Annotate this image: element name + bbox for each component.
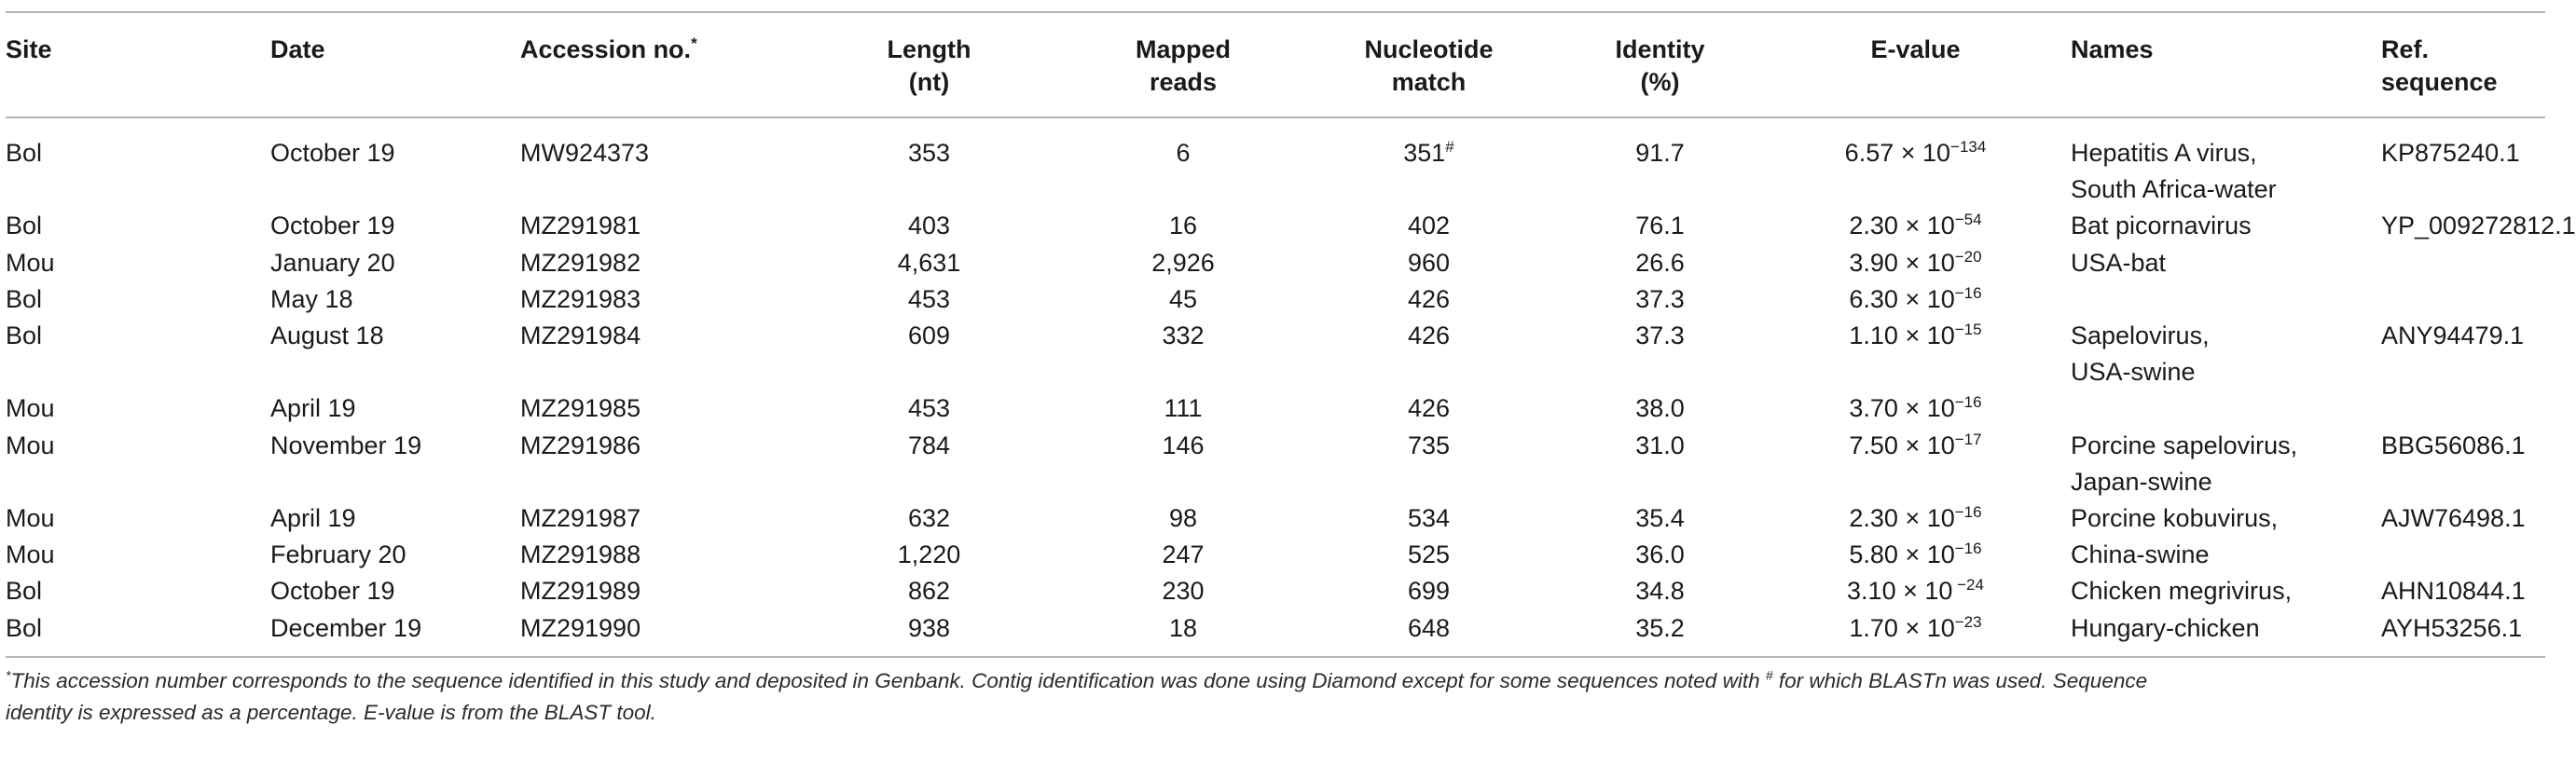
cell-accession: MZ291989 bbox=[520, 577, 641, 606]
cell-identity: 31.0 bbox=[1635, 431, 1685, 459]
cell-nucleotide-match: 960 bbox=[1407, 248, 1451, 277]
cell-mapped-reads: 332 bbox=[1162, 321, 1205, 350]
cell-date bbox=[270, 171, 520, 208]
cell-nucleotide-match: 525 bbox=[1407, 540, 1451, 569]
cell-identity: 91.7 bbox=[1635, 139, 1685, 167]
cell-ref-sequence bbox=[2353, 537, 2545, 573]
cell-accession bbox=[520, 354, 803, 390]
cell-site: Mou bbox=[6, 248, 55, 277]
cell-identity bbox=[1547, 464, 1773, 500]
cell-nucleotide-match: 699 bbox=[1407, 577, 1451, 606]
cell-date: October 19 bbox=[270, 139, 395, 167]
results-table bbox=[6, 11, 2576, 658]
header-names: Names bbox=[2071, 35, 2154, 63]
header-site: Site bbox=[6, 35, 52, 63]
cell-site: Bol bbox=[6, 284, 43, 313]
table-row bbox=[6, 537, 2545, 573]
cell-date: January 20 bbox=[270, 248, 395, 277]
cell-site: Bol bbox=[6, 321, 43, 350]
cell-accession bbox=[520, 171, 803, 208]
cell-names: USA-bat bbox=[2071, 248, 2167, 277]
cell-length: 938 bbox=[907, 613, 951, 642]
cell-length: 403 bbox=[907, 212, 951, 240]
table-row bbox=[6, 500, 2545, 537]
cell-site bbox=[6, 464, 270, 500]
cell-mapped-reads: 98 bbox=[1168, 504, 1198, 533]
table-body bbox=[6, 117, 2576, 657]
table-row bbox=[6, 428, 2545, 464]
cell-mapped-reads bbox=[1055, 464, 1311, 500]
table-header bbox=[6, 12, 2545, 117]
cell-ref-sequence bbox=[2353, 390, 2545, 427]
cell-site: Bol bbox=[6, 613, 43, 642]
header-accession: Accession no.* bbox=[520, 34, 697, 63]
cell-length: 453 bbox=[907, 284, 951, 313]
cell-evalue: $1.70 \times 10^{-23}$ bbox=[1849, 612, 1982, 642]
cell-length: 632 bbox=[907, 504, 951, 533]
cell-identity: 36.0 bbox=[1635, 540, 1685, 569]
cell-nucleotide-match bbox=[1311, 354, 1547, 390]
cell-accession: MZ291985 bbox=[520, 394, 641, 423]
cell-identity: 38.0 bbox=[1635, 394, 1685, 423]
cell-accession: MZ291987 bbox=[520, 504, 641, 533]
cell-ref-sequence bbox=[2353, 171, 2545, 208]
cell-site: Bol bbox=[6, 212, 43, 240]
cell-nucleotide-match: 351# bbox=[1403, 138, 1454, 167]
cell-accession: MZ291984 bbox=[520, 321, 641, 350]
cell-identity: 37.3 bbox=[1635, 284, 1685, 313]
cell-length: 862 bbox=[907, 577, 951, 606]
cell-nucleotide-match: 735 bbox=[1407, 431, 1451, 459]
cell-names: Porcine sapelovirus, bbox=[2071, 431, 2298, 459]
cell-site: Bol bbox=[6, 139, 43, 167]
cell-mapped-reads: 6 bbox=[1176, 139, 1191, 167]
cell-names: Bat picornavirus bbox=[2071, 212, 2252, 240]
cell-evalue: $2.30 \times 10^{-16}$ bbox=[1849, 503, 1982, 533]
cell-names: Hepatitis A virus, bbox=[2071, 139, 2257, 167]
cell-evalue bbox=[1773, 464, 2058, 500]
cell-mapped-reads: 16 bbox=[1168, 212, 1198, 240]
cell-nucleotide-match: 534 bbox=[1407, 504, 1451, 533]
cell-ref-sequence: ANY94479.1 bbox=[2381, 321, 2525, 350]
cell-date: October 19 bbox=[270, 577, 395, 606]
cell-length bbox=[803, 354, 1055, 390]
header-identity: Identity (%) bbox=[1615, 35, 1705, 96]
cell-site bbox=[6, 354, 270, 390]
cell-ref-sequence: AYH53256.1 bbox=[2381, 613, 2523, 642]
cell-names: Sapelovirus, bbox=[2071, 321, 2210, 350]
table-row bbox=[6, 245, 2545, 281]
cell-mapped-reads bbox=[1055, 171, 1311, 208]
header-ref-sequence: Ref. sequence bbox=[2381, 35, 2498, 96]
cell-identity: 26.6 bbox=[1635, 248, 1685, 277]
cell-length: 784 bbox=[907, 431, 951, 459]
cell-length: 353 bbox=[907, 139, 951, 167]
table-row bbox=[6, 354, 2545, 390]
cell-ref-sequence bbox=[2353, 464, 2545, 500]
table-row bbox=[6, 390, 2545, 427]
cell-evalue: $5.80 \times 10^{-16}$ bbox=[1849, 540, 1982, 569]
cell-ref-sequence: KP875240.1 bbox=[2381, 139, 2520, 167]
cell-date: April 19 bbox=[270, 504, 356, 533]
cell-date bbox=[270, 464, 520, 500]
cell-names: USA-swine bbox=[2071, 358, 2196, 387]
header-evalue: E-value bbox=[1870, 35, 1961, 63]
cell-date bbox=[270, 354, 520, 390]
cell-identity bbox=[1547, 354, 1773, 390]
cell-length bbox=[803, 171, 1055, 208]
cell-evalue bbox=[1773, 171, 2058, 208]
cell-ref-sequence bbox=[2353, 354, 2545, 390]
cell-identity: 34.8 bbox=[1635, 577, 1685, 606]
cell-names bbox=[2058, 390, 2353, 427]
cell-evalue: $6.57 \times 10^{-134}$ bbox=[1844, 138, 1987, 167]
table-row bbox=[6, 117, 2545, 171]
cell-date: October 19 bbox=[270, 212, 395, 240]
table-row bbox=[6, 318, 2545, 354]
cell-nucleotide-match: 402 bbox=[1407, 212, 1451, 240]
cell-accession: MZ291990 bbox=[520, 613, 641, 642]
header-length: Length (nt) bbox=[887, 35, 971, 96]
cell-date: May 18 bbox=[270, 284, 353, 313]
cell-length: 4,631 bbox=[897, 248, 961, 277]
cell-accession: MZ291988 bbox=[520, 540, 641, 569]
cell-nucleotide-match: 426 bbox=[1407, 394, 1451, 423]
cell-nucleotide-match bbox=[1311, 464, 1547, 500]
cell-evalue: $3.70 \times 10^{-16}$ bbox=[1849, 393, 1982, 423]
cell-site: Mou bbox=[6, 394, 55, 423]
table-row bbox=[6, 281, 2545, 318]
cell-accession: MZ291983 bbox=[520, 284, 641, 313]
cell-ref-sequence: AHN10844.1 bbox=[2381, 577, 2526, 606]
cell-names: Hungary-chicken bbox=[2071, 613, 2260, 642]
cell-site bbox=[6, 171, 270, 208]
table-row bbox=[6, 573, 2545, 609]
cell-site: Mou bbox=[6, 540, 55, 569]
cell-ref-sequence bbox=[2353, 245, 2545, 281]
cell-names: China-swine bbox=[2071, 540, 2210, 569]
cell-mapped-reads: 247 bbox=[1162, 540, 1205, 569]
cell-names bbox=[2058, 281, 2353, 318]
cell-names: Chicken megrivirus, bbox=[2071, 577, 2293, 606]
cell-evalue: 3.10 × 10 $^{-24}$ bbox=[1847, 576, 1984, 606]
cell-length: 609 bbox=[907, 321, 951, 350]
cell-evalue: $2.30 \times 10^{-54}$ bbox=[1849, 211, 1982, 240]
cell-mapped-reads bbox=[1055, 354, 1311, 390]
cell-date: February 20 bbox=[270, 540, 406, 569]
table-row bbox=[6, 610, 2545, 657]
cell-date: August 18 bbox=[270, 321, 384, 350]
cell-evalue: $7.50 \times 10^{-17}$ bbox=[1849, 430, 1982, 459]
cell-accession bbox=[520, 464, 803, 500]
header-date: Date bbox=[270, 35, 325, 63]
cell-length: 453 bbox=[907, 394, 951, 423]
header-row bbox=[6, 12, 2545, 117]
cell-length bbox=[803, 464, 1055, 500]
cell-identity bbox=[1547, 171, 1773, 208]
cell-mapped-reads: 230 bbox=[1162, 577, 1205, 606]
cell-accession: MZ291986 bbox=[520, 431, 641, 459]
header-accession-sup: * bbox=[691, 34, 697, 52]
cell-date: December 19 bbox=[270, 613, 422, 642]
table-row bbox=[6, 464, 2545, 500]
cell-date: November 19 bbox=[270, 431, 422, 459]
cell-identity: 37.3 bbox=[1635, 321, 1685, 350]
cell-ref-sequence: AJW76498.1 bbox=[2381, 504, 2526, 533]
cell-nucleotide-match: 648 bbox=[1407, 613, 1451, 642]
cell-accession: MZ291982 bbox=[520, 248, 641, 277]
header-mapped-reads: Mapped reads bbox=[1135, 35, 1231, 96]
cell-site: Mou bbox=[6, 504, 55, 533]
cell-names: Porcine kobuvirus, bbox=[2071, 504, 2279, 533]
cell-site: Bol bbox=[6, 577, 43, 606]
cell-site: Mou bbox=[6, 431, 55, 459]
cell-mapped-reads: 18 bbox=[1168, 613, 1198, 642]
table-container bbox=[6, 11, 2576, 729]
cell-mapped-reads: 45 bbox=[1168, 284, 1198, 313]
cell-ref-sequence bbox=[2353, 281, 2545, 318]
cell-accession: MW924373 bbox=[520, 139, 650, 167]
cell-evalue bbox=[1773, 354, 2058, 390]
cell-date: April 19 bbox=[270, 394, 356, 423]
cell-names: South Africa-water bbox=[2071, 175, 2277, 204]
cell-nucleotide-match: 426 bbox=[1407, 321, 1451, 350]
table-row bbox=[6, 171, 2545, 208]
cell-length: 1,220 bbox=[897, 540, 961, 569]
cell-ref-sequence: BBG56086.1 bbox=[2381, 431, 2526, 459]
cell-identity: 35.4 bbox=[1635, 504, 1685, 533]
cell-nucleotide-match: 426 bbox=[1407, 284, 1451, 313]
cell-ref-sequence: YP_009272812.1 bbox=[2381, 212, 2576, 240]
cell-mapped-reads: 146 bbox=[1162, 431, 1205, 459]
cell-names: Japan-swine bbox=[2071, 467, 2212, 496]
cell-identity: 35.2 bbox=[1635, 613, 1685, 642]
cell-mapped-reads: 2,926 bbox=[1151, 248, 1215, 277]
cell-evalue: $1.10 \times 10^{-15}$ bbox=[1849, 321, 1982, 350]
cell-nucleotide-match bbox=[1311, 171, 1547, 208]
cell-mapped-reads: 111 bbox=[1164, 394, 1203, 423]
table-row bbox=[6, 208, 2545, 244]
cell-accession: MZ291981 bbox=[520, 212, 641, 240]
footnote: *This accession number corresponds to the sequence identified in this study and deposited in Genbank. Contig identification was done using Diamond except for some sequences noted with # for which BLASTn was used. Sequence identity is expressed as a percentage. E-value is from the BLAST tool. bbox=[6, 667, 2148, 724]
header-nucleotide-match: Nucleotide match bbox=[1364, 35, 1494, 96]
cell-identity: 76.1 bbox=[1635, 212, 1685, 240]
cell-evalue: $3.90 \times 10^{-20}$ bbox=[1849, 247, 1982, 277]
cell-evalue: $6.30 \times 10^{-16}$ bbox=[1849, 283, 1982, 313]
